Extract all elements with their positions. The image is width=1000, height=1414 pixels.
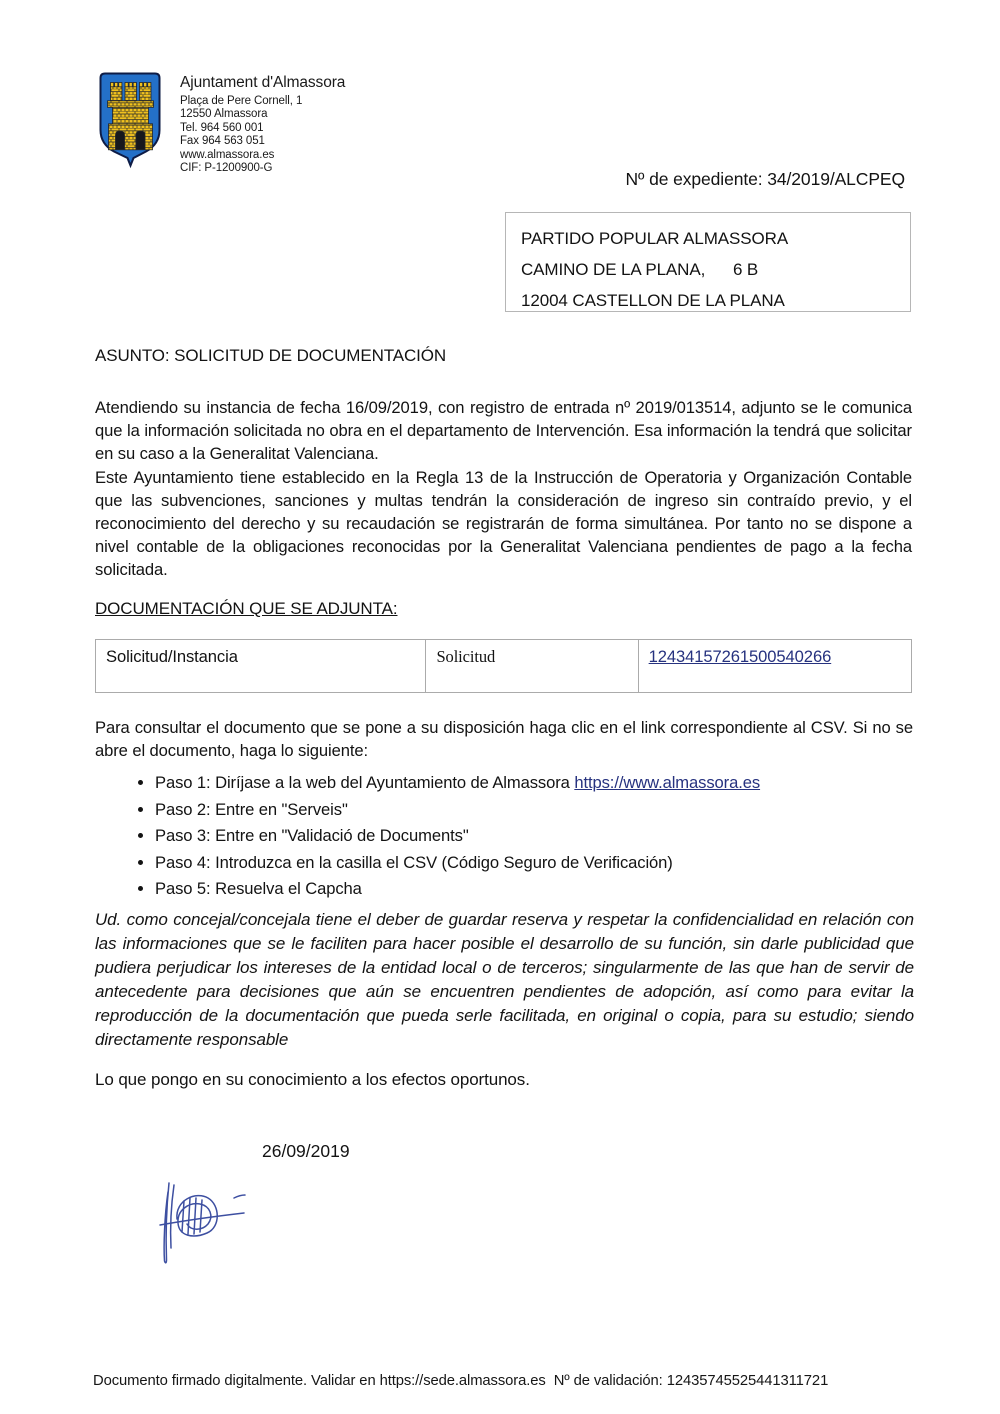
signature-scribble <box>146 1176 266 1268</box>
recipient-address-box <box>505 212 911 312</box>
attachment-type-cell: Solicitud/Instancia <box>96 640 426 693</box>
list-item: • Paso 3: Entre en "Validació de Documents" <box>155 825 913 846</box>
csv-instructions <box>95 716 913 905</box>
csv-intro-text: Para consultar el documento que se pone a su disposición haga clic en el link correspondiente al CSV. Si no se abre el documento, haga lo siguiente: <box>95 718 913 761</box>
digital-signature-footer: Documento firmado digitalmente. Validar en https://sede.almassora.es Nº de validación: 12435745525441311721 <box>93 1373 829 1389</box>
recipient-city: 12004 CASTELLON DE LA PLANA <box>521 291 785 310</box>
letterhead <box>180 74 345 175</box>
csv-steps-list <box>95 772 913 899</box>
list-item: • Paso 5: Resuelva el Capcha <box>155 878 913 899</box>
list-item: • Paso 4: Introduzca en la casilla el CSV (Código Seguro de Verificación) <box>155 852 913 873</box>
almassora-coat-of-arms-icon <box>99 71 161 169</box>
attachment-name-cell: Solicitud <box>426 640 638 693</box>
almassora-web-link[interactable]: https://www.almassora.es <box>574 773 761 793</box>
body-paragraph-1: Atendiendo su instancia de fecha 16/09/2019, con registro de entrada nº 2019/013514, adjunto se le comunica que la información solicitada no obra en el departamento de Intervención. Esa información la tendrá que solicitar en su caso a la Generalitat Valenciana. <box>95 398 912 464</box>
org-website: www.almassora.es <box>180 148 275 161</box>
step-1-text: Paso 1: Diríjase a la web del Ayuntamiento de Almassora <box>155 773 575 793</box>
org-tel: Tel. 964 560 001 <box>180 121 264 134</box>
body-paragraph-2: Este Ayuntamiento tiene establecido en la Regla 13 de la Instrucción de Operatoria y Organización Contable que las subvenciones, sanciones y multas tendrán la consideración de ingreso sin contraído previo, y el reconocimiento del derecho y su recaudación se registrarán de forma simultánea. Por tanto no se dispone a nivel contable de la obligaciones reconocidas por la Generalitat Valenciana pendientes de pago a la fecha solicitada. <box>95 467 912 580</box>
csv-document-link[interactable]: 12434157261500540266 <box>648 647 832 666</box>
list-item: • Paso 2: Entre en "Serveis" <box>155 799 913 820</box>
expediente-number: Nº de expediente: 34/2019/ALCPEQ <box>625 169 905 189</box>
attachments-table <box>95 639 912 693</box>
attachments-heading: DOCUMENTACIÓN QUE SE ADJUNTA: <box>95 599 398 618</box>
closing-line: Lo que pongo en su conocimiento a los efectos oportunos. <box>95 1070 530 1089</box>
org-cif: CIF: P-1200900-G <box>180 162 273 175</box>
recipient-street: CAMINO DE LA PLANA, 6 B <box>521 260 759 279</box>
recipient-name: PARTIDO POPULAR ALMASSORA <box>521 229 789 248</box>
subject-line: ASUNTO: SOLICITUD DE DOCUMENTACIÓN <box>95 346 447 365</box>
table-row <box>96 640 912 693</box>
list-item <box>155 772 913 793</box>
org-name: Ajuntament d'Almassora <box>180 74 346 91</box>
document-date: 26/09/2019 <box>262 1141 350 1161</box>
org-fax: Fax 964 563 051 <box>180 135 265 148</box>
confidentiality-paragraph: Ud. como concejal/concejala tiene el deber de guardar reserva y respetar la confidencialidad en relación con las informaciones que se le faciliten para hacer posible el desarrollo de su función, sin darle publicidad que pudiera perjudicar los intereses de la entidad local o de terceros; singularmente de las que han de servir de antecedente para decisiones que aún se encuentren pendientes de adopción, así como para evitar la reproducción de la documentación que pueda serle facilitada, en original o copia, para su estudio; siendo directamente responsable <box>95 910 914 1049</box>
org-address: Plaça de Pere Cornell, 1 <box>180 95 303 107</box>
org-postal-city: 12550 Almassora <box>180 108 268 121</box>
attachment-csv-cell <box>638 640 911 693</box>
body-text <box>95 396 912 582</box>
